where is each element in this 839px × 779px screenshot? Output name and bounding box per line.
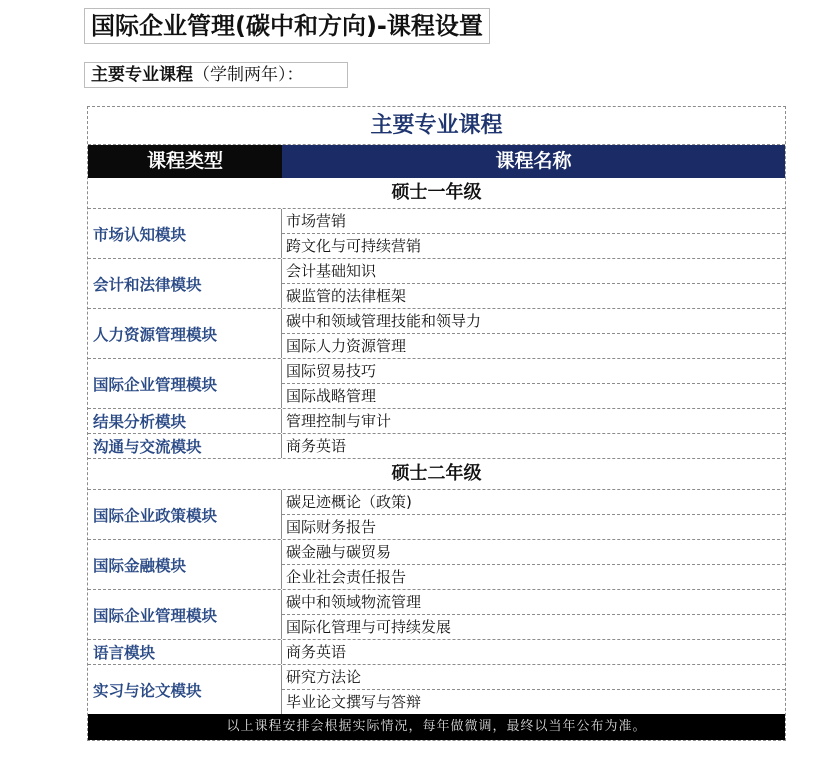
course-list — [282, 490, 785, 539]
course-name: 国际贸易技巧 — [286, 362, 377, 380]
course-list — [282, 590, 785, 639]
module-group — [88, 490, 785, 540]
module-type: 结果分析模块 — [88, 409, 282, 433]
course-name: 国际战略管理 — [282, 383, 785, 408]
course-name: 研究方法论 — [286, 668, 362, 686]
module-type: 会计和法律模块 — [88, 259, 282, 308]
course-table — [87, 106, 786, 741]
module-group — [88, 540, 785, 590]
course-list — [282, 640, 785, 664]
year-heading: 硕士一年级 — [88, 178, 785, 209]
module-type: 人力资源管理模块 — [88, 309, 282, 358]
years-container — [88, 178, 785, 714]
course-name: 管理控制与审计 — [286, 412, 392, 430]
module-group — [88, 359, 785, 409]
footer-note: 以上课程安排会根据实际情况，每年做微调，最终以当年公布为准。 — [88, 714, 785, 740]
module-type: 市场认知模块 — [88, 209, 282, 258]
course-name: 商务英语 — [286, 437, 347, 455]
table-title: 主要专业课程 — [88, 107, 785, 145]
page-title: 国际企业管理(碳中和方向)-课程设置 — [84, 8, 490, 44]
course-name: 碳监管的法律框架 — [282, 283, 785, 308]
module-type: 语言模块 — [88, 640, 282, 664]
course-name: 企业社会责任报告 — [282, 564, 785, 589]
course-name: 碳中和领域管理技能和领导力 — [286, 312, 482, 330]
module-group — [88, 665, 785, 714]
course-list — [282, 409, 785, 433]
subtitle-bold: 主要专业课程 — [91, 65, 193, 85]
course-list — [282, 209, 785, 258]
course-name: 市场营销 — [286, 212, 347, 230]
module-group — [88, 309, 785, 359]
course-list — [282, 434, 785, 458]
module-group — [88, 209, 785, 259]
course-list — [282, 309, 785, 358]
module-type: 沟通与交流模块 — [88, 434, 282, 458]
course-name: 国际化管理与可持续发展 — [282, 614, 785, 639]
course-name: 毕业论文撰写与答辩 — [282, 689, 785, 714]
module-group — [88, 434, 785, 458]
module-group — [88, 409, 785, 434]
course-name: 碳金融与碳贸易 — [286, 543, 392, 561]
module-type: 国际金融模块 — [88, 540, 282, 589]
module-group — [88, 640, 785, 665]
course-name: 碳中和领域物流管理 — [286, 593, 422, 611]
course-list — [282, 540, 785, 589]
course-list — [282, 359, 785, 408]
module-type: 国际企业管理模块 — [88, 590, 282, 639]
module-type: 国际企业政策模块 — [88, 490, 282, 539]
module-type: 国际企业管理模块 — [88, 359, 282, 408]
year-heading: 硕士二年级 — [88, 458, 785, 490]
course-name: 国际财务报告 — [282, 514, 785, 539]
table-header-row — [88, 145, 785, 178]
module-type: 实习与论文模块 — [88, 665, 282, 714]
module-group — [88, 259, 785, 309]
module-group — [88, 590, 785, 640]
course-name: 会计基础知识 — [286, 262, 377, 280]
course-name: 国际人力资源管理 — [282, 333, 785, 358]
course-name: 商务英语 — [286, 643, 347, 661]
course-list — [282, 259, 785, 308]
course-list — [282, 665, 785, 714]
course-name: 碳足迹概论（政策) — [286, 493, 412, 511]
header-course-type: 课程类型 — [88, 145, 282, 178]
header-course-name: 课程名称 — [282, 145, 785, 178]
subtitle-rest: （学制两年）： — [193, 65, 304, 85]
section-subtitle — [84, 62, 348, 88]
course-name: 跨文化与可持续营销 — [282, 233, 785, 258]
